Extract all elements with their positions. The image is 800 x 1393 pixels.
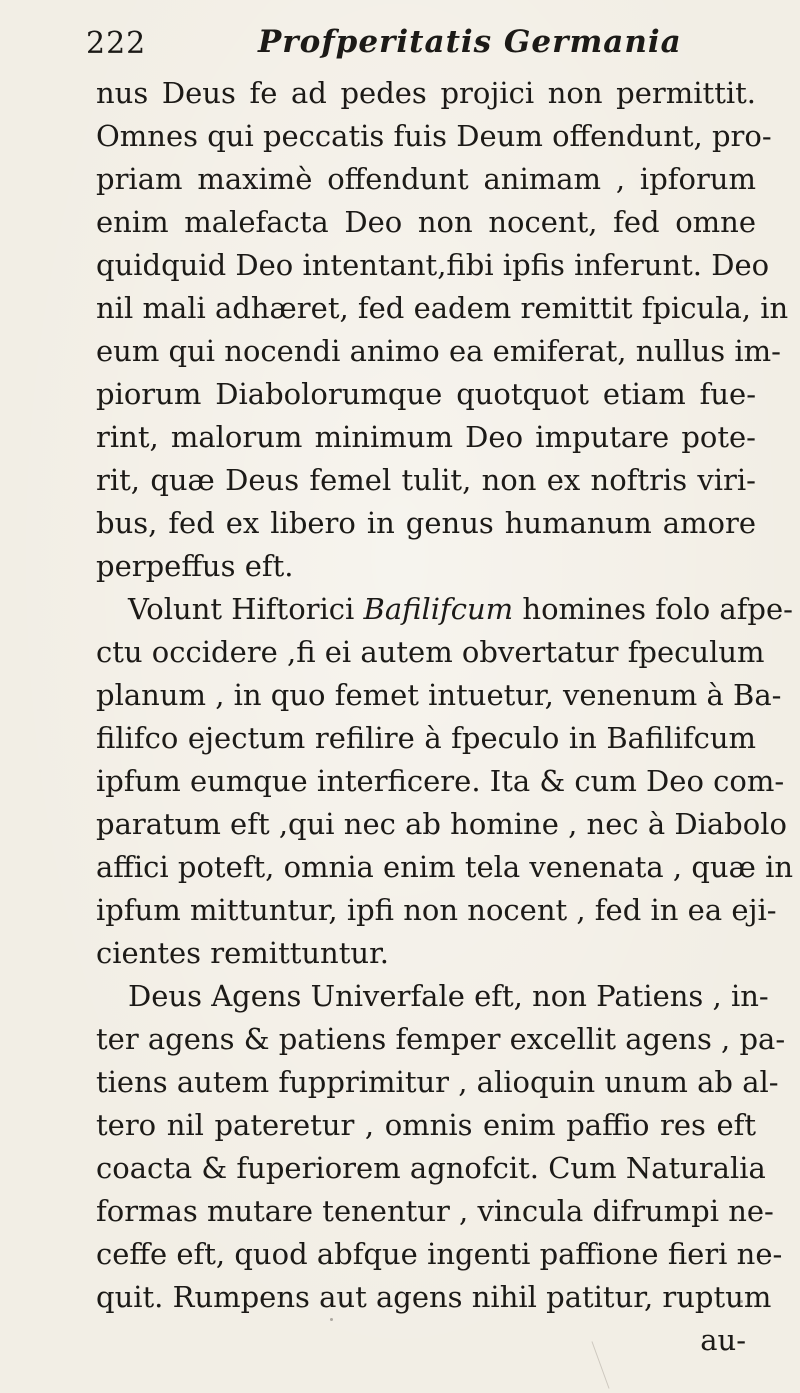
text-run: homines folo afpe- [513, 592, 793, 626]
text-line: planum , in quo femet intuetur, venenum à Ba- [96, 678, 782, 712]
text-line: ter agens & patiens femper excellit agens , pa- [96, 1022, 786, 1056]
text-line: bus, fed ex libero in genus humanum amore [96, 506, 756, 540]
italic-word: Bafilifcum [363, 592, 514, 626]
text-line: tero nil pateretur , omnis enim paffio res eft [96, 1108, 756, 1142]
text-line: paratum eft ,qui nec ab homine , nec à Diabolo [96, 807, 787, 841]
text-line: rint, malorum minimum Deo imputare pote- [96, 420, 756, 454]
paragraph-start-line [96, 588, 793, 631]
text-line: rit, quæ Deus femel tulit, non ex noftris viri- [96, 463, 756, 497]
ink-speck [330, 1318, 333, 1321]
text-line: priam maximè offendunt animam , ipforum [96, 162, 756, 196]
text-line: formas mutare tenentur , vincula difrumpi ne- [96, 1194, 774, 1228]
paragraph-end-line: cientes remittuntur. [96, 936, 389, 970]
paragraph-start-line: Deus Agens Univerfale eft, non Patiens , in- [128, 979, 769, 1013]
ink-speck [740, 1300, 743, 1303]
text-line: enim malefacta Deo non nocent, fed omne [96, 205, 756, 239]
text-line: piorum Diabolorumque quotquot etiam fue- [96, 377, 756, 411]
text-line: tiens autem fupprimitur , alioquin unum ab al- [96, 1065, 779, 1099]
page-number: 222 [86, 26, 147, 61]
text-line: quidquid Deo intentant,fibi ipfis inferunt. Deo [96, 248, 770, 282]
text-line: ipfum eumque interficere. Ita & cum Deo com- [96, 764, 785, 798]
text-run: Volunt Hiftorici [128, 592, 364, 626]
text-line: ceffe eft, quod abfque ingenti paffione fieri ne- [96, 1237, 783, 1271]
text-line: eum qui nocendi animo ea emiferat, nullus im- [96, 334, 781, 368]
text-line: filifco ejectum refilire à fpeculo in Bafilifcum [96, 721, 756, 755]
text-line: quit. Rumpens aut agens nihil patitur, ruptum [96, 1280, 772, 1314]
catchword: au- [700, 1323, 746, 1357]
text-line: nus Deus fe ad pedes projici non permittit. [96, 76, 756, 110]
text-line: coacta & fuperiorem agnofcit. Cum Naturalia [96, 1151, 766, 1185]
running-head [78, 18, 718, 68]
text-line: ipfum mittuntur, ipfi non nocent , fed in ea eji- [96, 893, 777, 927]
running-title: Profperitatis Germania [258, 24, 682, 60]
text-line: affici poteft, omnia enim tela venenata , quæ in [96, 850, 794, 884]
text-line: nil mali adhæret, fed eadem remittit fpicula, in [96, 291, 789, 325]
paragraph-end-line: perpeffus eft. [96, 549, 294, 583]
text-line: Omnes qui peccatis fuis Deum offendunt, pro- [96, 119, 772, 153]
text-line: ctu occidere ,fi ei autem obvertatur fpeculum [96, 635, 765, 669]
body-text [96, 72, 794, 1362]
